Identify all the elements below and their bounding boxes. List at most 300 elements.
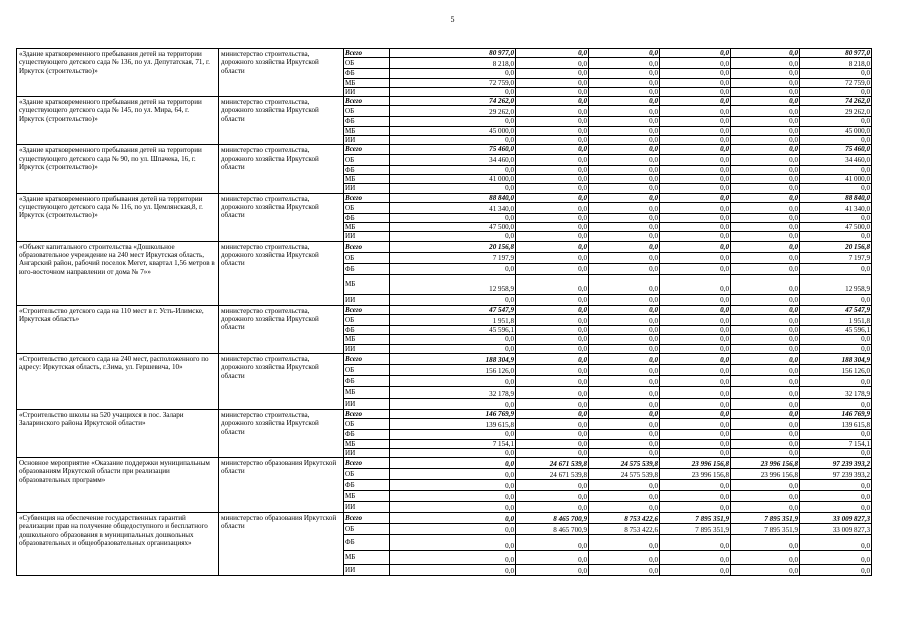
year-value: 0,0 bbox=[390, 136, 516, 145]
year-value: 0,0 bbox=[589, 305, 660, 314]
total-value: 0,0 bbox=[800, 565, 872, 576]
year-value: 45 000,0 bbox=[390, 126, 516, 135]
table-row bbox=[17, 145, 872, 154]
year-value: 24 671 539,8 bbox=[516, 458, 589, 469]
year-value: 0,0 bbox=[589, 364, 660, 375]
executor-name: министерство строительства, дорожного хозяйства Иркутской области bbox=[219, 305, 344, 353]
total-value: 0,0 bbox=[800, 117, 872, 126]
funding-source: МБ bbox=[344, 126, 390, 135]
funding-source: Всего bbox=[344, 513, 390, 524]
total-value: 47 500,0 bbox=[800, 223, 872, 232]
total-value: 0,0 bbox=[800, 502, 872, 513]
table-row bbox=[17, 513, 872, 524]
year-value: 0,0 bbox=[660, 430, 731, 439]
year-value: 0,0 bbox=[731, 184, 800, 193]
year-value: 0,0 bbox=[660, 213, 731, 222]
table-row bbox=[17, 353, 872, 364]
year-value: 0,0 bbox=[516, 223, 589, 232]
year-value: 0,0 bbox=[516, 439, 589, 448]
year-value: 0,0 bbox=[589, 294, 660, 305]
year-value: 0,0 bbox=[589, 502, 660, 513]
year-value: 0,0 bbox=[731, 565, 800, 576]
year-value: 146 769,9 bbox=[390, 409, 516, 418]
year-value: 0,0 bbox=[390, 430, 516, 439]
year-value: 0,0 bbox=[516, 491, 589, 502]
year-value: 0,0 bbox=[660, 565, 731, 576]
executor-name: министерство строительства, дорожного хозяйства Иркутской области bbox=[219, 145, 344, 193]
year-value: 0,0 bbox=[660, 263, 731, 274]
year-value: 0,0 bbox=[589, 87, 660, 96]
funding-source: ИИ bbox=[344, 232, 390, 241]
funding-source: Всего bbox=[344, 241, 390, 252]
year-value: 0,0 bbox=[516, 145, 589, 154]
total-value: 33 009 827,3 bbox=[800, 524, 872, 535]
year-value: 0,0 bbox=[589, 165, 660, 174]
year-value: 0,0 bbox=[516, 502, 589, 513]
funding-source: ФБ bbox=[344, 263, 390, 274]
executor-name: министерство строительства, дорожного хозяйства Иркутской области bbox=[219, 193, 344, 241]
year-value: 0,0 bbox=[731, 344, 800, 353]
year-value: 0,0 bbox=[660, 502, 731, 513]
measure-name: «Здание кратковременного пребывания детей на территории существующего детского сада № 136, по ул. Депутатская, 71, г. Иркутск (строительство)» bbox=[17, 49, 219, 97]
funding-source: ОБ bbox=[344, 58, 390, 69]
year-value: 0,0 bbox=[390, 491, 516, 502]
total-value: 146 769,9 bbox=[800, 409, 872, 418]
total-value: 0,0 bbox=[800, 551, 872, 565]
year-value: 0,0 bbox=[731, 386, 800, 398]
year-value: 0,0 bbox=[589, 174, 660, 183]
year-value: 0,0 bbox=[660, 491, 731, 502]
year-value: 0,0 bbox=[731, 106, 800, 117]
year-value: 29 262,0 bbox=[390, 106, 516, 117]
year-value: 0,0 bbox=[660, 223, 731, 232]
year-value: 0,0 bbox=[516, 126, 589, 135]
year-value: 0,0 bbox=[589, 223, 660, 232]
budget-table bbox=[16, 48, 872, 576]
funding-source: ОБ bbox=[344, 419, 390, 430]
year-value: 0,0 bbox=[731, 87, 800, 96]
table-row bbox=[17, 193, 872, 202]
year-value: 0,0 bbox=[660, 364, 731, 375]
year-value: 0,0 bbox=[516, 263, 589, 274]
year-value: 0,0 bbox=[589, 375, 660, 386]
year-value: 0,0 bbox=[731, 551, 800, 565]
year-value: 156 126,0 bbox=[390, 364, 516, 375]
funding-source: ОБ bbox=[344, 202, 390, 213]
year-value: 0,0 bbox=[516, 294, 589, 305]
year-value: 8 465 700,9 bbox=[516, 513, 589, 524]
year-value: 32 178,9 bbox=[390, 386, 516, 398]
measure-name: «Строительство детского сада на 110 мест в г. Усть-Илимске, Иркутская область» bbox=[17, 305, 219, 353]
total-value: 0,0 bbox=[800, 480, 872, 491]
year-value: 0,0 bbox=[731, 263, 800, 274]
year-value: 0,0 bbox=[516, 69, 589, 78]
executor-name: министерство строительства, дорожного хозяйства Иркутской области bbox=[219, 409, 344, 457]
year-value: 0,0 bbox=[660, 97, 731, 106]
year-value: 0,0 bbox=[660, 184, 731, 193]
year-value: 0,0 bbox=[731, 69, 800, 78]
year-value: 0,0 bbox=[731, 419, 800, 430]
funding-source: ФБ bbox=[344, 213, 390, 222]
executor-name: министерство образования Иркутской области bbox=[219, 513, 344, 576]
year-value: 7 197,9 bbox=[390, 252, 516, 263]
year-value: 0,0 bbox=[731, 154, 800, 165]
year-value: 7 154,1 bbox=[390, 439, 516, 448]
year-value: 88 840,0 bbox=[390, 193, 516, 202]
year-value: 0,0 bbox=[731, 274, 800, 294]
year-value: 0,0 bbox=[589, 69, 660, 78]
year-value: 0,0 bbox=[390, 502, 516, 513]
year-value: 0,0 bbox=[390, 524, 516, 535]
total-value: 0,0 bbox=[800, 294, 872, 305]
total-value: 47 547,9 bbox=[800, 305, 872, 314]
funding-source: Всего bbox=[344, 409, 390, 418]
year-value: 0,0 bbox=[589, 97, 660, 106]
year-value: 0,0 bbox=[390, 535, 516, 551]
total-value: 41 000,0 bbox=[800, 174, 872, 183]
year-value: 24 575 539,8 bbox=[589, 458, 660, 469]
year-value: 0,0 bbox=[516, 274, 589, 294]
year-value: 0,0 bbox=[516, 480, 589, 491]
funding-source: Всего bbox=[344, 458, 390, 469]
year-value: 0,0 bbox=[589, 78, 660, 87]
funding-source: МБ bbox=[344, 274, 390, 294]
total-value: 0,0 bbox=[800, 335, 872, 344]
year-value: 0,0 bbox=[589, 136, 660, 145]
year-value: 0,0 bbox=[660, 344, 731, 353]
year-value: 0,0 bbox=[589, 252, 660, 263]
year-value: 0,0 bbox=[589, 409, 660, 418]
measure-name: «Строительство детского сада на 240 мест, расположенного по адресу: Иркутская область, г.Зима, ул. Гершевича, 10» bbox=[17, 353, 219, 409]
total-value: 45 000,0 bbox=[800, 126, 872, 135]
year-value: 0,0 bbox=[731, 145, 800, 154]
funding-source: ОБ bbox=[344, 524, 390, 535]
year-value: 0,0 bbox=[660, 439, 731, 448]
year-value: 0,0 bbox=[390, 117, 516, 126]
year-value: 0,0 bbox=[589, 202, 660, 213]
year-value: 0,0 bbox=[390, 232, 516, 241]
year-value: 0,0 bbox=[516, 184, 589, 193]
total-value: 41 340,0 bbox=[800, 202, 872, 213]
year-value: 0,0 bbox=[516, 117, 589, 126]
funding-source: Всего bbox=[344, 49, 390, 58]
total-value: 0,0 bbox=[800, 87, 872, 96]
year-value: 0,0 bbox=[731, 305, 800, 314]
year-value: 41 000,0 bbox=[390, 174, 516, 183]
year-value: 0,0 bbox=[516, 174, 589, 183]
year-value: 0,0 bbox=[660, 409, 731, 418]
year-value: 0,0 bbox=[516, 535, 589, 551]
year-value: 0,0 bbox=[516, 58, 589, 69]
total-value: 45 596,1 bbox=[800, 326, 872, 335]
funding-source: Всего bbox=[344, 305, 390, 314]
year-value: 0,0 bbox=[516, 335, 589, 344]
total-value: 0,0 bbox=[800, 263, 872, 274]
funding-source: ОБ bbox=[344, 364, 390, 375]
funding-source: МБ bbox=[344, 78, 390, 87]
funding-source: МБ bbox=[344, 491, 390, 502]
total-value: 29 262,0 bbox=[800, 106, 872, 117]
total-value: 0,0 bbox=[800, 344, 872, 353]
year-value: 0,0 bbox=[516, 193, 589, 202]
funding-source: ИИ bbox=[344, 184, 390, 193]
year-value: 139 615,8 bbox=[390, 419, 516, 430]
total-value: 97 239 393,2 bbox=[800, 469, 872, 480]
year-value: 0,0 bbox=[589, 491, 660, 502]
year-value: 47 500,0 bbox=[390, 223, 516, 232]
year-value: 0,0 bbox=[589, 344, 660, 353]
year-value: 0,0 bbox=[660, 398, 731, 409]
total-value: 0,0 bbox=[800, 375, 872, 386]
year-value: 24 575 539,8 bbox=[589, 469, 660, 480]
year-value: 0,0 bbox=[589, 184, 660, 193]
year-value: 0,0 bbox=[589, 117, 660, 126]
year-value: 45 596,1 bbox=[390, 326, 516, 335]
year-value: 0,0 bbox=[390, 469, 516, 480]
year-value: 23 996 156,8 bbox=[660, 458, 731, 469]
year-value: 0,0 bbox=[660, 165, 731, 174]
year-value: 0,0 bbox=[390, 263, 516, 274]
year-value: 0,0 bbox=[589, 480, 660, 491]
page-number: 5 bbox=[450, 15, 455, 24]
year-value: 23 996 156,8 bbox=[660, 469, 731, 480]
total-value: 97 239 393,2 bbox=[800, 458, 872, 469]
year-value: 0,0 bbox=[731, 49, 800, 58]
total-value: 0,0 bbox=[800, 69, 872, 78]
year-value: 0,0 bbox=[660, 375, 731, 386]
funding-source: ОБ bbox=[344, 106, 390, 117]
total-value: 75 460,0 bbox=[800, 145, 872, 154]
table-row bbox=[17, 49, 872, 58]
year-value: 0,0 bbox=[660, 154, 731, 165]
executor-name: министерство образования Иркутской области bbox=[219, 458, 344, 513]
funding-source: Всего bbox=[344, 97, 390, 106]
year-value: 0,0 bbox=[660, 117, 731, 126]
year-value: 0,0 bbox=[660, 315, 731, 326]
year-value: 0,0 bbox=[660, 326, 731, 335]
year-value: 0,0 bbox=[516, 353, 589, 364]
year-value: 0,0 bbox=[660, 174, 731, 183]
funding-source: ФБ bbox=[344, 117, 390, 126]
year-value: 0,0 bbox=[731, 409, 800, 418]
year-value: 0,0 bbox=[731, 241, 800, 252]
year-value: 0,0 bbox=[390, 335, 516, 344]
year-value: 0,0 bbox=[731, 430, 800, 439]
year-value: 0,0 bbox=[731, 136, 800, 145]
executor-name: министерство строительства, дорожного хозяйства Иркутской области bbox=[219, 97, 344, 145]
year-value: 0,0 bbox=[660, 353, 731, 364]
year-value: 7 895 351,9 bbox=[731, 513, 800, 524]
year-value: 0,0 bbox=[589, 353, 660, 364]
funding-source: МБ bbox=[344, 174, 390, 183]
year-value: 0,0 bbox=[390, 448, 516, 457]
table-row bbox=[17, 305, 872, 314]
year-value: 0,0 bbox=[660, 58, 731, 69]
year-value: 0,0 bbox=[516, 78, 589, 87]
year-value: 0,0 bbox=[660, 551, 731, 565]
year-value: 0,0 bbox=[660, 193, 731, 202]
year-value: 0,0 bbox=[589, 565, 660, 576]
funding-source: ФБ bbox=[344, 375, 390, 386]
year-value: 0,0 bbox=[731, 364, 800, 375]
total-value: 8 218,0 bbox=[800, 58, 872, 69]
year-value: 0,0 bbox=[731, 223, 800, 232]
total-value: 156 126,0 bbox=[800, 364, 872, 375]
year-value: 0,0 bbox=[731, 294, 800, 305]
year-value: 0,0 bbox=[516, 213, 589, 222]
table-row bbox=[17, 97, 872, 106]
funding-source: ИИ bbox=[344, 502, 390, 513]
year-value: 0,0 bbox=[731, 193, 800, 202]
year-value: 0,0 bbox=[516, 202, 589, 213]
year-value: 0,0 bbox=[660, 126, 731, 135]
total-value: 88 840,0 bbox=[800, 193, 872, 202]
total-value: 0,0 bbox=[800, 213, 872, 222]
funding-source: ФБ bbox=[344, 480, 390, 491]
year-value: 0,0 bbox=[731, 375, 800, 386]
total-value: 7 197,9 bbox=[800, 252, 872, 263]
year-value: 0,0 bbox=[516, 232, 589, 241]
year-value: 0,0 bbox=[390, 213, 516, 222]
total-value: 0,0 bbox=[800, 165, 872, 174]
funding-source: ОБ bbox=[344, 154, 390, 165]
year-value: 7 895 351,9 bbox=[731, 524, 800, 535]
year-value: 0,0 bbox=[660, 386, 731, 398]
year-value: 0,0 bbox=[516, 49, 589, 58]
year-value: 0,0 bbox=[390, 513, 516, 524]
year-value: 0,0 bbox=[589, 241, 660, 252]
year-value: 0,0 bbox=[660, 294, 731, 305]
year-value: 0,0 bbox=[589, 448, 660, 457]
measure-name: «Объект капитального строительства «Дошкольное образовательное учреждение на 240 мест Иркутская область, Ангарский район, рабочий поселок Мегет, квартал 1,56 метров в юго-восточном направлении от дома № 7»» bbox=[17, 241, 219, 305]
year-value: 0,0 bbox=[589, 439, 660, 448]
year-value: 0,0 bbox=[516, 565, 589, 576]
measure-name: «Строительство школы на 520 учащихся в пос. Залари Заларинского района Иркутской области» bbox=[17, 409, 219, 457]
year-value: 8 753 422,6 bbox=[589, 513, 660, 524]
year-value: 0,0 bbox=[731, 335, 800, 344]
total-value: 74 262,0 bbox=[800, 97, 872, 106]
year-value: 0,0 bbox=[589, 145, 660, 154]
year-value: 0,0 bbox=[731, 480, 800, 491]
year-value: 0,0 bbox=[589, 386, 660, 398]
year-value: 0,0 bbox=[731, 439, 800, 448]
funding-source: ИИ bbox=[344, 448, 390, 457]
year-value: 0,0 bbox=[731, 491, 800, 502]
year-value: 0,0 bbox=[589, 154, 660, 165]
year-value: 0,0 bbox=[731, 535, 800, 551]
total-value: 72 759,0 bbox=[800, 78, 872, 87]
year-value: 47 547,9 bbox=[390, 305, 516, 314]
table-row bbox=[17, 241, 872, 252]
total-value: 188 304,9 bbox=[800, 353, 872, 364]
total-value: 20 156,8 bbox=[800, 241, 872, 252]
year-value: 0,0 bbox=[390, 375, 516, 386]
year-value: 0,0 bbox=[589, 430, 660, 439]
year-value: 0,0 bbox=[731, 232, 800, 241]
year-value: 0,0 bbox=[516, 252, 589, 263]
year-value: 0,0 bbox=[731, 78, 800, 87]
total-value: 7 154,1 bbox=[800, 439, 872, 448]
year-value: 0,0 bbox=[731, 448, 800, 457]
year-value: 0,0 bbox=[660, 49, 731, 58]
year-value: 0,0 bbox=[660, 136, 731, 145]
year-value: 0,0 bbox=[589, 274, 660, 294]
year-value: 0,0 bbox=[516, 344, 589, 353]
year-value: 0,0 bbox=[589, 398, 660, 409]
year-value: 0,0 bbox=[589, 213, 660, 222]
year-value: 0,0 bbox=[731, 126, 800, 135]
year-value: 0,0 bbox=[660, 305, 731, 314]
total-value: 32 178,9 bbox=[800, 386, 872, 398]
year-value: 0,0 bbox=[516, 375, 589, 386]
year-value: 0,0 bbox=[589, 263, 660, 274]
year-value: 34 460,0 bbox=[390, 154, 516, 165]
year-value: 0,0 bbox=[660, 448, 731, 457]
total-value: 0,0 bbox=[800, 448, 872, 457]
measure-name: «Здание кратковременного пребывания детей на территории существующего детского сада № 145, по ул. Мира, 64, г. Иркутск (строительство)» bbox=[17, 97, 219, 145]
total-value: 34 460,0 bbox=[800, 154, 872, 165]
funding-source: Всего bbox=[344, 353, 390, 364]
year-value: 0,0 bbox=[589, 326, 660, 335]
year-value: 0,0 bbox=[660, 232, 731, 241]
year-value: 0,0 bbox=[660, 480, 731, 491]
year-value: 0,0 bbox=[516, 364, 589, 375]
funding-source: МБ bbox=[344, 335, 390, 344]
year-value: 0,0 bbox=[516, 241, 589, 252]
year-value: 12 958,9 bbox=[390, 274, 516, 294]
year-value: 0,0 bbox=[516, 448, 589, 457]
year-value: 0,0 bbox=[516, 326, 589, 335]
measure-name: «Субвенция на обеспечение государственных гарантий реализации прав на получение общедоступного и бесплатного дошкольного образования в муниципальных дошкольных образовательных и общеобразовательных организациях» bbox=[17, 513, 219, 576]
year-value: 0,0 bbox=[731, 353, 800, 364]
funding-source: Всего bbox=[344, 145, 390, 154]
total-value: 0,0 bbox=[800, 184, 872, 193]
year-value: 0,0 bbox=[589, 535, 660, 551]
total-value: 0,0 bbox=[800, 398, 872, 409]
year-value: 8 218,0 bbox=[390, 58, 516, 69]
total-value: 1 951,8 bbox=[800, 315, 872, 326]
total-value: 0,0 bbox=[800, 535, 872, 551]
total-value: 80 977,0 bbox=[800, 49, 872, 58]
year-value: 0,0 bbox=[731, 202, 800, 213]
year-value: 0,0 bbox=[660, 202, 731, 213]
year-value: 0,0 bbox=[660, 145, 731, 154]
year-value: 0,0 bbox=[516, 386, 589, 398]
year-value: 0,0 bbox=[660, 419, 731, 430]
year-value: 0,0 bbox=[390, 165, 516, 174]
year-value: 23 996 156,8 bbox=[731, 458, 800, 469]
year-value: 0,0 bbox=[731, 398, 800, 409]
year-value: 0,0 bbox=[731, 165, 800, 174]
funding-source: ОБ bbox=[344, 252, 390, 263]
year-value: 0,0 bbox=[731, 252, 800, 263]
funding-source: ФБ bbox=[344, 326, 390, 335]
year-value: 0,0 bbox=[660, 241, 731, 252]
year-value: 0,0 bbox=[731, 502, 800, 513]
year-value: 0,0 bbox=[516, 419, 589, 430]
year-value: 0,0 bbox=[589, 232, 660, 241]
year-value: 0,0 bbox=[731, 58, 800, 69]
year-value: 0,0 bbox=[660, 87, 731, 96]
year-value: 0,0 bbox=[516, 165, 589, 174]
executor-name: министерство строительства, дорожного хозяйства Иркутской области bbox=[219, 49, 344, 97]
year-value: 0,0 bbox=[589, 126, 660, 135]
year-value: 0,0 bbox=[390, 480, 516, 491]
year-value: 0,0 bbox=[589, 49, 660, 58]
year-value: 0,0 bbox=[660, 252, 731, 263]
funding-source: ИИ bbox=[344, 344, 390, 353]
year-value: 0,0 bbox=[731, 97, 800, 106]
